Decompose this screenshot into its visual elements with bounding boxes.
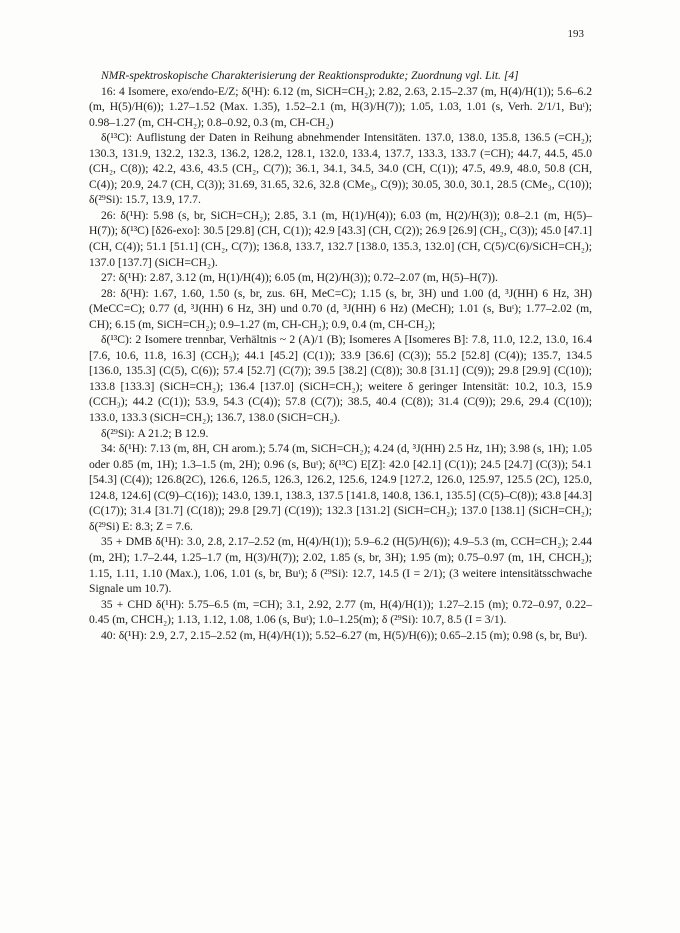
paragraph-28-1h: 28: δ(¹H): 1.67, 1.60, 1.50 (s, br, zus. 6H, MeC=C); 1.15 (s, br, 3H) und 1.00 (d, ³J(HH) 6 Hz, 3H) (MeCC=C); 0.77 (d, ³J(HH) 6 Hz, 3H) und 0.70 (d, ³J(HH) 6 Hz) (MeCH); 1.01 (s, Buᵗ); 1.77–2.02 (m, CH); 6.15 (m, SiCH=CH₂); 0.9–1.27 (m, CH-CH₂); 0.9, 0.4 (m, CH-CH₂);: [89, 286, 592, 331]
paragraph-40: 40: δ(¹H): 2.9, 2.7, 2.15–2.52 (m, H(4)/H(1)); 5.52–6.27 (m, H(5)/H(6)); 0.65–2.15 (m); 0.98 (s, br, Buᵗ).: [101, 628, 588, 642]
section-heading: NMR-spektroskopische Charakterisierung der Reaktionsprodukte; Zuordnung vgl. Lit. [4]: [101, 69, 519, 82]
page-number: 193: [567, 28, 584, 40]
nmr-data-section: [89, 68, 592, 643]
paragraph-16-1h: 16: 4 Isomere, exo/endo-E/Z; δ(¹H): 6.12 (m, SiCH=CH₂); 2.82, 2.63, 2.15–2.37 (m, H(4)/H(1)); 5.6–6.2 (m, H(5)/H(6)); 1.27–1.52 (Max. 1.35), 1.52–2.1 (m, H(3)/H(7)); 1.05, 1.03, 1.01 (s, Verh. 2/1/1, Buᵗ); 0.98–1.27 (m, CH-CH₂); 0.8–0.92, 0.3 (m, CH-CH₂): [89, 84, 592, 129]
paragraph-35-chd: 35 + CHD δ(¹H): 5.75–6.5 (m, =CH); 3.1, 2.92, 2.77 (m, H(4)/H(1)); 1.27–2.15 (m); 0.72–0.97, 0.22–0.45 (m, CHCH₂); 1.13, 1.12, 1.08, 1.06 (s, Buᵗ); 1.0–1.25(m); δ (²⁹Si): 10.7, 8.5 (I = 3/1).: [89, 597, 592, 627]
paragraph-27: 27: δ(¹H): 2.87, 3.12 (m, H(1)/H(4)); 6.05 (m, H(2)/H(3)); 0.72–2.07 (m, H(5)–H(7)).: [101, 271, 498, 285]
paragraph-28-29si: δ(²⁹Si): A 21.2; B 12.9.: [101, 426, 209, 440]
paragraph-35-dmb: 35 + DMB δ(¹H): 3.0, 2.8, 2.17–2.52 (m, H(4)/H(1)); 5.9–6.2 (H(5)/H(6)); 4.9–5.3 (m, CCH=CH₂); 2.44 (m, 2H); 1.7–2.44, 1.25–1.7 (m, H(3)/H(7)); 2.02, 1.85 (s, br, 3H); 1.95 (m); 0.75–0.97 (m, 1H, CHCH₂); 1.15, 1.11, 1.10 (Max.), 1.06, 1.01 (s, br, Buᵗ); δ (²⁹Si): 12.7, 14.5 (I = 2/1); (3 weitere intensitätsschwache Signale um 10.7).: [89, 535, 592, 596]
paragraph-16-13c: δ(¹³C): Auflistung der Daten in Reihung abnehmender Intensitäten. 137.0, 138.0, 135.8, 136.5 (=CH₂); 130.3, 131.9, 132.2, 132.3, 136.2, 128.2, 128.1, 132.0, 133.4, 137.7, 133.3, 133.7 (=CH); 44.7, 44.5, 45.0 (CH₂, C(8)); 42.2, 43.6, 43.5 (CH₂, C(7)); 36.1, 34.1, 34.5, 34.0 (CH, C(1)); 47.5, 49.9, 48.0, 50.8 (CH, C(4)); 20.9, 24.7 (CH, C(3)); 31.69, 31.65, 32.6, 32.8 (CMe₃, C(9)); 30.05, 30.0, 30.1, 28.5 (CMe₃, C(10)); δ(²⁹Si): 15.7, 13.9, 17.7.: [89, 131, 592, 207]
paragraph-28-13c: δ(¹³C): 2 Isomere trennbar, Verhältnis ~ 2 (A)/1 (B); Isomeres A [Isomeres B]: 7.8, 11.0, 12.2, 13.0, 16.4 [7.6, 10.6, 11.8, 16.3] (CCH₃); 44.1 [45.2] (C(1)); 33.9 [36.6] (C(3)); 55.2 [52.8] (C(4)); 135.7, 134.5 [136.0, 135.3] (C(5), C(6)); 57.4 [52.7] (C(7)); 39.5 [38.2] (C(8)); 30.8 [31.1] (C(9)); 29.8 [29.9] (C(10)); 133.8 [133.3] (SiCH=CH₂); 136.4 [137.0] (SiCH=CH₂); weitere δ geringer Intensität: 10.2, 10.3, 15.9 (CCH₃); 44.2 (C(1)); 53.9, 54.3 (C(4)); 57.8 (C(7)); 38.5, 40.4 (C(8)); 31.4 (C(9)); 29.6, 29.4 (C(10)); 133.0, 133.3 (SiCH=CH₂); 136.7, 138.0 (SiCH=CH₂).: [89, 333, 592, 425]
paragraph-34: 34: δ(¹H): 7.13 (m, 8H, CH arom.); 5.74 (m, SiCH=CH₂); 4.24 (d, ³J(HH) 2.5 Hz, 1H); 3.98 (s, 1H); 1.05 oder 0.85 (m, 1H); 1.3–1.5 (m, 2H); 0.96 (s, Buᵗ); δ(¹³C) E[Z]: 42.0 [42.1] (C(1)); 24.5 [24.7] (C(3)); 54.1 [54.3] (C(4)); 126.8(2C), 126.6, 126.5, 126.3, 126.2, 125.6, 124.9 [127.2, 126.0, 125.97, 125.5 (2C), 125.0, 124.8, 124.6] (C(9)–C(16)); 143.0, 139.1, 138.3, 137.5 [141.8, 140.8, 136.1, 135.5] (C(5)–C(8)); 43.8 [44.3] (C(17)); 31.4 [31.7] (C(18)); 29.8 [29.7] (C(19)); 132.3 [131.2] (SiCH=CH₂); 137.0 [138.1] (SiCH=CH₂); δ(²⁹Si) E: 8.3; Z = 7.6.: [89, 442, 592, 533]
paragraph-26: 26: δ(¹H): 5.98 (s, br, SiCH=CH₂); 2.85, 3.1 (m, H(1)/H(4)); 6.03 (m, H(2)/H(3)); 0.8–2.1 (m, H(5)–H(7)); δ(¹³C) [δ26-exo]: 30.5 [29.8] (CH, C(1)); 42.9 [43.3] (CH, C(2)); 26.9 [26.9] (CH₂, C(3)); 45.0 [47.1] (CH, C(4)); 51.1 [51.1] (CH₂, C(7)); 136.8, 133.7, 132.7 [138.0, 135.3, 132.0] (CH, C(5)/C(6)/SiCH=CH₂); 137.0 [137.7] (SiCH=CH₂).: [89, 208, 592, 269]
